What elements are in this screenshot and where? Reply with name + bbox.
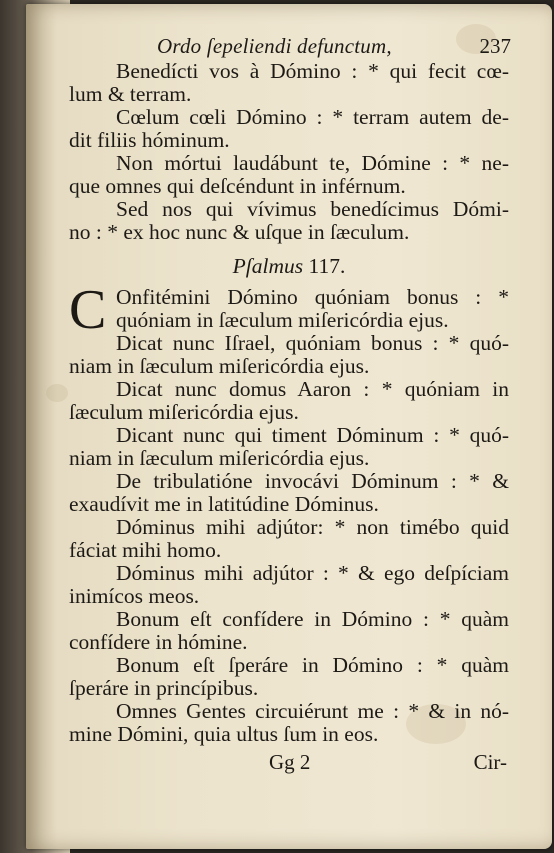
psalm-number: 117. [308, 254, 346, 278]
verse-line: dit filiis hóminum. [69, 128, 230, 152]
psalm-word: Pſalmus [232, 254, 304, 278]
psalm-opening [69, 279, 509, 341]
verse-line: niam in ſæculum miſericórdia ejus. [69, 446, 370, 470]
verse-line: Dóminus mihi adjútor : * & ego deſpíciam [116, 561, 509, 585]
verse-line: exaudívit me in latitúdine Dóminus. [69, 492, 379, 516]
drop-cap: C [69, 279, 107, 341]
verse-line: Dicat nunc domus Aaron : * quóniam in [116, 377, 509, 401]
signature-mark: Gg 2 [269, 750, 311, 774]
page-text [69, 30, 509, 778]
page-footer [69, 748, 509, 778]
verse-line: Dóminus mihi adjútor: * non timébo quid [116, 515, 509, 539]
running-header [69, 30, 509, 60]
verse-line: quóniam in ſæculum miſericórdia ejus. [116, 308, 449, 332]
verse-line: Dicat nunc Iſrael, quóniam bonus : * quó- [116, 331, 509, 355]
foxing-stain [46, 384, 68, 402]
psalm-heading [69, 254, 509, 278]
verse-line: mine Dómini, quia ultus ſum in eos. [69, 722, 379, 746]
catchword: Cir- [473, 750, 507, 774]
verse-line: De tribulatióne invocávi Dóminum : * & [116, 469, 509, 493]
psalm-verses [69, 332, 509, 746]
verse-line: confídere in hómine. [69, 630, 248, 654]
verse-line: Bonum eſt ſperáre in Dómino : * quàm [116, 653, 509, 677]
verse-line: Onfitémini Dómino quóniam bonus : * [116, 285, 509, 309]
verse-line: que omnes qui deſcéndunt in inférnum. [69, 174, 406, 198]
verse-line: inimícos meos. [69, 584, 200, 608]
verse-line: Sed nos qui vívimus benedícimus Dómi- [116, 197, 509, 221]
verse-line: Non mórtui laudábunt te, Dómine : * ne- [116, 151, 509, 175]
verse-line: lum & terram. [69, 82, 192, 106]
running-title: Ordo ſepeliendi defunctum, [157, 34, 392, 58]
verse-line: ſæculum miſericórdia ejus. [69, 400, 299, 424]
verses-before-psalm [69, 60, 509, 244]
verse-line: Benedícti vos à Dómino : * qui fecit cœ- [116, 59, 509, 83]
page-number: 237 [479, 34, 511, 58]
verse-line: no : * ex hoc nunc & uſque in ſæculum. [69, 220, 410, 244]
verse-line: Dicant nunc qui timent Dóminum : * quó- [116, 423, 509, 447]
verse-line: niam in ſæculum miſericórdia ejus. [69, 354, 370, 378]
verse-line: fáciat mihi homo. [69, 538, 222, 562]
verse-line: Cœlum cœli Dómino : * terram autem de- [116, 105, 509, 129]
verse-line: Bonum eſt confídere in Dómino : * quàm [116, 607, 509, 631]
verse-line: Omnes Gentes circuiérunt me : * & in nó- [116, 699, 509, 723]
verse-line: ſperáre in princípibus. [69, 676, 259, 700]
